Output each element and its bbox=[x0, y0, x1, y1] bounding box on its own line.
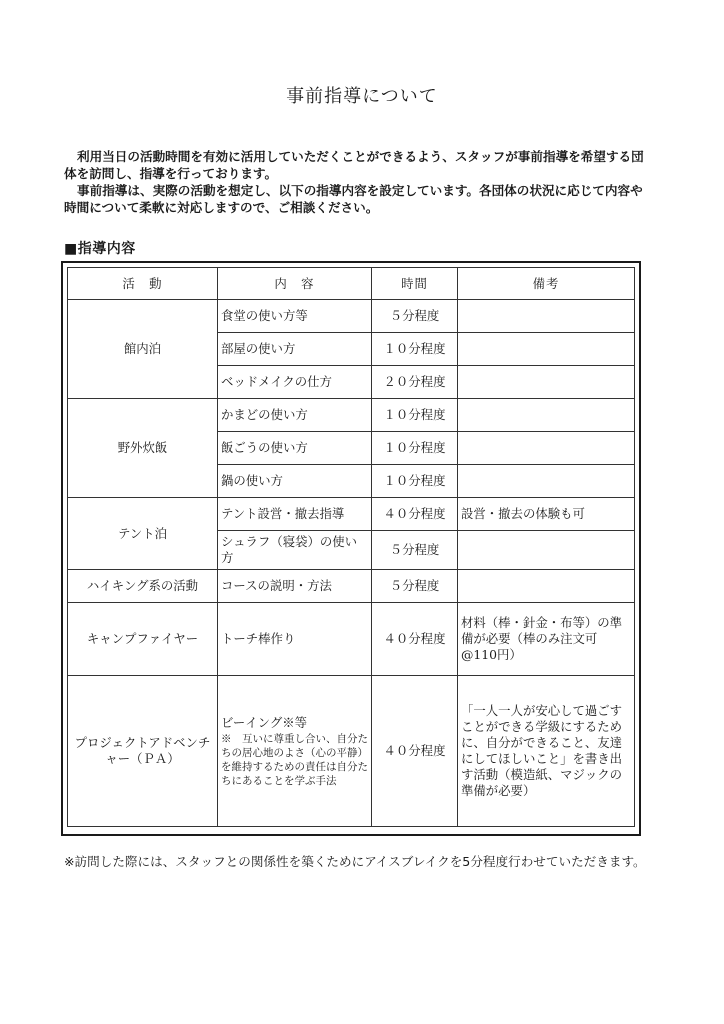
intro-paragraph-1: 利用当日の活動時間を有効に活用していただくことができるよう、スタッフが事前指導を希望する団体を訪問し、指導を行っております。 bbox=[64, 149, 644, 181]
notes-cell bbox=[458, 570, 635, 603]
time-cell: ５分程度 bbox=[372, 570, 458, 603]
content-cell: 部屋の使い方 bbox=[218, 333, 372, 366]
content-cell: ベッドメイクの仕方 bbox=[218, 366, 372, 399]
activity-cell: テント泊 bbox=[68, 498, 218, 570]
header-activity: 活 動 bbox=[68, 268, 218, 300]
notes-cell: 「一人一人が安心して過ごすことができる学級にするために、自分ができること、友達にしてほしいこと」を書き出す活動（模造紙、マジックの準備が必要） bbox=[458, 676, 635, 827]
activity-cell: 館内泊 bbox=[68, 300, 218, 399]
time-cell: １０分程度 bbox=[372, 333, 458, 366]
notes-cell bbox=[458, 399, 635, 432]
content-main: ビーイング※等 bbox=[221, 714, 307, 730]
time-cell: ５分程度 bbox=[372, 300, 458, 333]
notes-cell bbox=[458, 300, 635, 333]
guidance-table-frame bbox=[61, 261, 641, 836]
content-cell: 鍋の使い方 bbox=[218, 465, 372, 498]
header-time: 時間 bbox=[372, 268, 458, 300]
content-cell: シュラフ（寝袋）の使い方 bbox=[218, 531, 372, 570]
notes-cell bbox=[458, 366, 635, 399]
activity-cell: ハイキング系の活動 bbox=[68, 570, 218, 603]
table-row bbox=[68, 676, 635, 827]
section-heading: ■指導内容 bbox=[64, 241, 136, 257]
content-cell bbox=[218, 676, 372, 827]
time-cell: １０分程度 bbox=[372, 432, 458, 465]
content-footnote: ※ 互いに尊重し合い、自分たちの居心地のよさ（心の平静）を維持するための責任は自分たちにあることを学ぶ手法 bbox=[221, 732, 368, 787]
content-cell: コースの説明・方法 bbox=[218, 570, 372, 603]
table-row bbox=[68, 570, 635, 603]
notes-cell: 設営・撤去の体験も可 bbox=[458, 498, 635, 531]
table-row bbox=[68, 399, 635, 432]
table-row bbox=[68, 498, 635, 531]
content-cell: 飯ごうの使い方 bbox=[218, 432, 372, 465]
activity-cell: キャンプファイヤー bbox=[68, 603, 218, 676]
notes-cell bbox=[458, 333, 635, 366]
table-row bbox=[68, 300, 635, 333]
content-cell: かまどの使い方 bbox=[218, 399, 372, 432]
content-cell: トーチ棒作り bbox=[218, 603, 372, 676]
notes-cell bbox=[458, 465, 635, 498]
table-row bbox=[68, 603, 635, 676]
intro-paragraph-2: 事前指導は、実際の活動を想定し、以下の指導内容を設定しています。各団体の状況に応じて内容や時間について柔軟に対応しますので、ご相談ください。 bbox=[64, 183, 643, 215]
time-cell: ４０分程度 bbox=[372, 676, 458, 827]
header-notes: 備考 bbox=[458, 268, 635, 300]
footnote: ※訪問した際には、スタッフとの関係性を築くためにアイスブレイクを5分程度行わせていただきます。 bbox=[64, 854, 646, 869]
intro-text bbox=[64, 148, 644, 216]
time-cell: ５分程度 bbox=[372, 531, 458, 570]
time-cell: １０分程度 bbox=[372, 399, 458, 432]
notes-cell bbox=[458, 531, 635, 570]
time-cell: ４０分程度 bbox=[372, 498, 458, 531]
header-content: 内 容 bbox=[218, 268, 372, 300]
activity-cell: 野外炊飯 bbox=[68, 399, 218, 498]
table-header-row bbox=[68, 268, 635, 300]
time-cell: ４０分程度 bbox=[372, 603, 458, 676]
content-cell: テント設営・撤去指導 bbox=[218, 498, 372, 531]
time-cell: ２０分程度 bbox=[372, 366, 458, 399]
activity-cell: プロジェクトアドベンチャー（ＰＡ） bbox=[68, 676, 218, 827]
content-cell: 食堂の使い方等 bbox=[218, 300, 372, 333]
page-title: 事前指導について bbox=[286, 86, 438, 107]
time-cell: １０分程度 bbox=[372, 465, 458, 498]
guidance-table bbox=[67, 267, 635, 827]
notes-cell bbox=[458, 432, 635, 465]
notes-cell: 材料（棒・針金・布等）の準備が必要（棒のみ注文可@110円） bbox=[458, 603, 635, 676]
